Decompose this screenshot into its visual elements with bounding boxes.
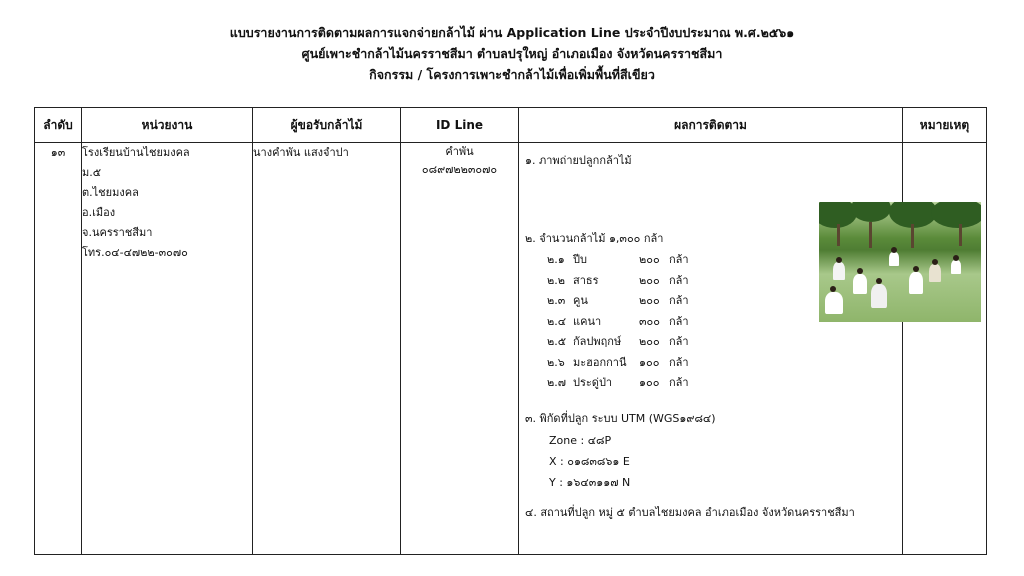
species-name: สาธร — [573, 273, 599, 287]
species-no: ๒.๔ — [547, 314, 567, 328]
unit-province: จ.นครราชสีมา — [82, 226, 153, 239]
recipient-name: นางคำพัน แสงจำปา — [253, 143, 401, 555]
species-unit: กล้า — [669, 376, 689, 389]
coord-label: ๓. พิกัดที่ปลูก ระบบ UTM (WGS๑๙๘๔) — [525, 412, 716, 425]
result-cell — [519, 143, 903, 555]
species-no: ๒.๖ — [547, 355, 565, 369]
header-unit: หน่วยงาน — [82, 108, 253, 143]
header-recipient: ผู้ขอรับกล้าไม้ — [253, 108, 401, 143]
species-qty: ๒๐๐ — [639, 335, 660, 348]
unit-tambon: ต.ไชยมงคล — [82, 186, 139, 199]
species-name: คูน — [573, 294, 588, 307]
species-name: ปีบ — [573, 253, 587, 266]
idline-name: คำพัน — [445, 145, 474, 158]
coord-y: Y : ๑๖๔๓๑๑๗ N — [549, 476, 631, 489]
header-no: ลำดับ — [35, 108, 82, 143]
species-qty: ๒๐๐ — [639, 273, 660, 287]
species-unit: กล้า — [669, 294, 689, 307]
species-unit: กล้า — [669, 335, 689, 348]
species-qty: ๓๐๐ — [639, 314, 660, 328]
species-no: ๒.๑ — [547, 253, 565, 266]
header-result: ผลการติดตาม — [519, 108, 903, 143]
idline-cell — [401, 143, 519, 555]
species-unit: กล้า — [669, 273, 689, 287]
unit-name: โรงเรียนบ้านไชยมงคล — [82, 146, 190, 159]
count-label: ๒. จำนวนกล้าไม้ ๑,๓๐๐ กล้า — [525, 232, 664, 245]
report-activity: กิจกรรม / โครงการเพาะชำกล้าไม้เพื่อเพิ่มพื้นที่สีเขียว — [369, 67, 655, 82]
species-unit: กล้า — [669, 314, 689, 328]
table-header-row — [35, 108, 987, 143]
idline-phone: ๐๘๙๗๒๒๓๐๗๐ — [421, 163, 498, 176]
report-table — [34, 107, 987, 555]
table-row — [35, 143, 987, 555]
row-number: ๑๓ — [35, 143, 82, 555]
species-name: ประดู่ป่า — [573, 376, 613, 389]
report-title: แบบรายงานการติดตามผลการแจกจ่ายกล้าไม้ ผ่าน Application Line ประจำปีงบประมาณ พ.ศ.๒๕๖๑ — [229, 25, 795, 40]
species-no: ๒.๓ — [547, 294, 566, 307]
species-no: ๒.๗ — [547, 376, 567, 389]
species-qty: ๑๐๐ — [639, 355, 660, 369]
unit-phone: โทร.๐๔-๔๗๒๒-๓๐๗๐ — [82, 246, 188, 259]
species-unit: กล้า — [669, 253, 689, 266]
coord-zone: Zone : ๔๘P — [549, 434, 612, 447]
unit-cell — [82, 143, 253, 555]
species-unit: กล้า — [669, 355, 689, 369]
coord-x: X : ๐๑๘๓๘๖๑ E — [549, 455, 630, 468]
unit-moo: ม.๕ — [82, 166, 102, 179]
species-no: ๒.๕ — [547, 335, 567, 348]
planting-photo — [819, 202, 981, 322]
header-idline: ID Line — [401, 108, 519, 143]
location-label: ๔. สถานที่ปลูก หมู่ ๕ ตำบลไชยมงคล อำเภอเมือง จังหวัดนครราชสีมา — [525, 506, 855, 519]
report-center: ศูนย์เพาะชำกล้าไม้นครราชสีมา ตำบลปรุใหญ่ อำเภอเมือง จังหวัดนครราชสีมา — [301, 46, 723, 61]
species-name: มะฮอกกานี — [573, 355, 627, 369]
photo-label: ๑. ภาพถ่ายปลูกกล้าไม้ — [525, 154, 632, 167]
species-no: ๒.๒ — [547, 273, 565, 287]
header-remark: หมายเหตุ — [903, 108, 987, 143]
species-name: แคนา — [573, 314, 602, 328]
species-qty: ๒๐๐ — [639, 294, 660, 307]
species-qty: ๒๐๐ — [639, 253, 660, 266]
unit-amphoe: อ.เมือง — [82, 206, 116, 219]
species-name: กัลปพฤกษ์ — [573, 335, 622, 348]
species-qty: ๑๐๐ — [639, 376, 660, 389]
report-header — [0, 22, 1024, 85]
